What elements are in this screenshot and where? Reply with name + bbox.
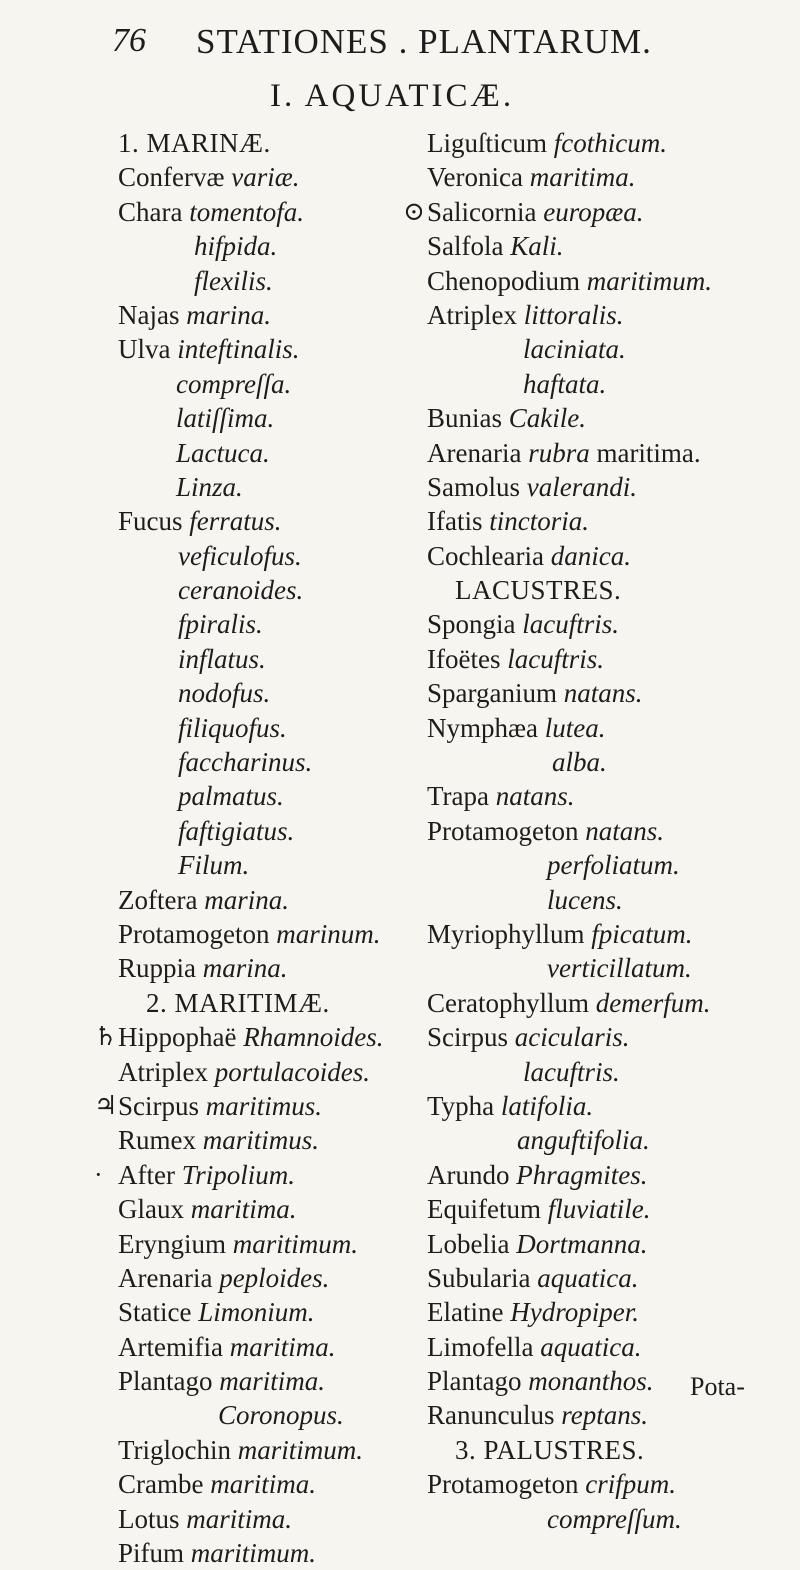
species-epithet: latiſſima.: [176, 403, 275, 434]
species-epithet: fcothicum.: [553, 128, 667, 158]
genus-name: Ulva: [118, 334, 171, 365]
species-epithet: maritima.: [219, 1366, 326, 1397]
species-entry: [118, 1227, 418, 1261]
species-entry: [118, 367, 418, 401]
genus-name: Ifoëtes: [427, 643, 501, 674]
species-entry: [427, 814, 767, 848]
species-epithet: lacuftris.: [507, 643, 604, 674]
species-epithet: ceranoides.: [178, 575, 304, 606]
species-entry: [94, 1089, 418, 1123]
species-epithet: Limonium.: [198, 1297, 315, 1328]
genus-name: Eryngium: [118, 1228, 226, 1259]
genus-name: Chenopodium: [427, 265, 580, 296]
species-epithet: inteftinalis.: [177, 334, 300, 365]
species-epithet: lucens.: [547, 884, 623, 915]
species-epithet: Kali.: [510, 231, 564, 262]
species-entry: [427, 779, 767, 813]
species-epithet: compreſſum.: [547, 1503, 682, 1534]
species-epithet: maritimum.: [237, 1434, 364, 1465]
species-entry: [118, 676, 418, 710]
species-entry: [427, 951, 767, 985]
genus-name: Zoftera: [118, 884, 198, 915]
species-entry: [118, 195, 418, 229]
genus-name: Ifatis: [427, 506, 483, 537]
species-entry: [118, 1123, 418, 1157]
species-epithet: natans.: [495, 781, 575, 812]
species-epithet: perfoliatum.: [547, 850, 680, 881]
genus-name: Samolus: [427, 471, 521, 502]
subsection-heading: 1. MARINÆ.: [118, 128, 271, 158]
species-entry: [118, 607, 418, 641]
genus-name: Chara: [118, 196, 183, 227]
species-entry: [118, 1330, 418, 1364]
genus-name: Statice: [118, 1297, 192, 1328]
species-entry: [118, 814, 418, 848]
species-entry: [427, 848, 767, 882]
genus-name: Liguſticum: [427, 128, 547, 158]
species-epithet: maritima.: [210, 1469, 316, 1500]
genus-name: Ruppia: [118, 953, 196, 984]
species-epithet: maritimus.: [205, 1090, 323, 1121]
species-entry: [427, 1192, 767, 1226]
genus-name: Atriplex: [118, 1056, 208, 1087]
species-epithet: monanthos.: [528, 1366, 654, 1397]
species-epithet: maritimum.: [232, 1228, 359, 1259]
species-epithet: anguftifolia.: [517, 1125, 650, 1156]
genus-name: Salfola: [427, 231, 504, 262]
species-epithet: Hydropiper.: [510, 1297, 639, 1328]
species-entry: [427, 367, 767, 401]
species-epithet: verticillatum.: [547, 953, 692, 984]
species-epithet: marina.: [204, 884, 289, 915]
species-epithet: hifpida.: [194, 231, 278, 262]
species-epithet: maritima.: [186, 1503, 293, 1534]
species-epithet: marina.: [202, 953, 288, 984]
species-epithet: natans.: [585, 815, 664, 846]
species-entry: [427, 883, 767, 917]
species-epithet: Phragmites.: [516, 1159, 648, 1190]
species-entry: [427, 1467, 767, 1501]
genus-name: Typha: [427, 1090, 495, 1121]
species-epithet: Tripolium.: [181, 1159, 296, 1190]
species-entry: [118, 539, 418, 573]
genus-name: After: [118, 1159, 175, 1190]
genus-name: Triglochin: [118, 1434, 232, 1465]
subsection-heading: 3. PALUSTRES.: [455, 1434, 645, 1465]
species-epithet: fpicatum.: [591, 918, 693, 949]
species-epithet: filiquofus.: [178, 712, 287, 743]
species-epithet: peploides.: [219, 1262, 330, 1293]
species-epithet: Dortmanna.: [516, 1228, 648, 1259]
species-entry: [427, 160, 767, 194]
species-epithet: crifpum.: [585, 1469, 676, 1500]
species-epithet: acicularis.: [514, 1022, 630, 1053]
species-epithet: littoralis.: [523, 299, 624, 330]
species-epithet: aquatica.: [537, 1262, 639, 1293]
species-epithet: rubra: [528, 437, 590, 468]
species-entry: [118, 264, 418, 298]
species-entry: [427, 1020, 767, 1054]
species-epithet: haftata.: [523, 368, 607, 399]
species-entry: [118, 298, 418, 332]
subsection-heading: LACUSTRES.: [455, 575, 622, 606]
species-epithet: Filum.: [178, 850, 250, 881]
catchword: Pota-: [690, 1372, 745, 1401]
species-epithet: nodofus.: [178, 678, 271, 709]
species-epithet: faftigiatus.: [178, 815, 295, 846]
genus-name: Trapa: [427, 781, 490, 812]
species-entry: [118, 160, 418, 194]
page-number: 76: [112, 22, 146, 59]
species-entry: [118, 642, 418, 676]
life-form-symbol: ·: [94, 1159, 103, 1189]
left-column: [94, 126, 418, 1570]
genus-name: Spongia: [427, 609, 516, 640]
species-entry: [427, 401, 767, 435]
species-entry: [427, 539, 767, 573]
genus-name: Lotus: [118, 1503, 180, 1534]
species-epithet: laciniata.: [523, 334, 626, 365]
genus-name: Protamogeton: [427, 1469, 579, 1500]
species-entry: [118, 573, 418, 607]
genus-name: Scirpus: [118, 1090, 199, 1121]
species-epithet: marina.: [186, 299, 271, 330]
species-epithet: maritima.: [229, 1331, 336, 1362]
species-epithet: Linza.: [176, 471, 243, 502]
genus-name: Lobelia: [427, 1228, 510, 1259]
genus-name: Equifetum: [427, 1194, 541, 1225]
species-entry: [118, 1192, 418, 1226]
species-entry: [118, 470, 418, 504]
species-epithet: natans.: [563, 678, 643, 709]
running-title: STATIONES . PLANTARUM.: [196, 22, 652, 61]
species-entry: [118, 1467, 418, 1501]
species-epithet: Rhamnoides.: [243, 1022, 384, 1053]
genus-name: Cochlearia: [427, 540, 544, 571]
genus-name: Arenaria: [118, 1262, 213, 1293]
species-entry: [118, 951, 418, 985]
species-epithet: flexilis.: [194, 265, 273, 296]
species-entry: [118, 848, 418, 882]
species-epithet: europæa.: [543, 196, 644, 227]
species-epithet: tinctoria.: [489, 506, 589, 537]
genus-name: Nymphæa: [427, 712, 538, 743]
life-form-symbol: ⊙: [403, 196, 425, 226]
species-entry: [118, 745, 418, 779]
species-entry: [118, 504, 418, 538]
life-form-symbol: ♃: [94, 1090, 118, 1120]
species-epithet: aquatica.: [540, 1331, 642, 1362]
species-epithet: maritimum.: [190, 1538, 317, 1569]
right-column: [403, 126, 767, 1536]
genus-name: Fucus: [118, 506, 183, 537]
species-entry: [118, 401, 418, 435]
genus-name: Subularia: [427, 1262, 531, 1293]
genus-name: Glaux: [118, 1194, 184, 1225]
genus-name: Arenaria: [427, 437, 522, 468]
section-heading: I. AQUATICÆ.: [270, 78, 515, 114]
species-entry: [427, 126, 767, 160]
species-entry: [427, 1123, 767, 1157]
species-entry: [118, 1364, 418, 1398]
genus-name: Scirpus: [427, 1022, 508, 1053]
species-entry: [427, 745, 767, 779]
species-epithet: ferratus.: [189, 506, 282, 537]
species-entry: [427, 470, 767, 504]
species-entry: [427, 1330, 767, 1364]
species-entry: [427, 298, 767, 332]
species-epithet: maritimum.: [586, 265, 713, 296]
genus-name: Arundo: [427, 1159, 510, 1190]
species-entry: [427, 642, 767, 676]
species-entry: [427, 676, 767, 710]
species-epithet: fpiralis.: [178, 609, 263, 640]
species-entry: [118, 779, 418, 813]
species-epithet: latifolia.: [500, 1090, 594, 1121]
genus-name: Protamogeton: [427, 815, 579, 846]
species-entry: [118, 1536, 418, 1570]
genus-name: Myriophyllum: [427, 918, 585, 949]
genus-name: Najas: [118, 299, 180, 330]
genus-name: Elatine: [427, 1297, 504, 1328]
species-epithet: variæ.: [231, 162, 300, 193]
genus-name: Crambe: [118, 1469, 204, 1500]
species-epithet: Cakile.: [508, 403, 586, 434]
genus-name: Ranunculus: [427, 1400, 555, 1431]
species-entry: [118, 883, 418, 917]
genus-name: Plantago: [118, 1366, 213, 1397]
species-entry: [118, 1502, 418, 1536]
species-epithet: demerfum.: [595, 987, 711, 1018]
species-entry: [427, 1227, 767, 1261]
species-entry: [427, 917, 767, 951]
species-entry: [427, 264, 767, 298]
species-epithet: valerandi.: [526, 471, 637, 502]
genus-name: Atriplex: [427, 299, 517, 330]
species-entry: [427, 332, 767, 366]
genus-name: Sparganium: [427, 678, 557, 709]
species-epithet: inflatus.: [178, 643, 266, 674]
species-epithet: compreſſa.: [176, 368, 292, 399]
genus-name: Rumex: [118, 1125, 196, 1156]
species-qualifier: maritima.: [596, 437, 701, 468]
genus-name: Pifum: [118, 1538, 185, 1569]
species-epithet: maritima.: [529, 162, 636, 193]
species-epithet: portulacoides.: [214, 1056, 370, 1087]
species-epithet: lacuftris.: [522, 609, 620, 640]
species-entry: [403, 195, 767, 229]
species-entry: [118, 711, 418, 745]
species-entry: [427, 1089, 767, 1123]
species-entry: [427, 986, 767, 1020]
species-entry: [427, 1158, 767, 1192]
species-entry: [118, 1433, 418, 1467]
species-epithet: fluviatile.: [547, 1194, 651, 1225]
page-header: [0, 22, 800, 72]
genus-name: Salicornia: [427, 196, 537, 227]
species-entry: [427, 229, 767, 263]
species-entry: [427, 1055, 767, 1089]
species-entry: [118, 1398, 418, 1432]
species-epithet: danica.: [550, 540, 631, 571]
species-entry: [427, 607, 767, 641]
subsection-heading: 2. MARITIMÆ.: [146, 987, 330, 1018]
species-epithet: lutea.: [544, 712, 606, 743]
species-entry: [427, 1295, 767, 1329]
species-epithet: maritima.: [190, 1194, 297, 1225]
life-form-symbol: ♄: [94, 1022, 118, 1052]
genus-name: Artemifia: [118, 1331, 223, 1362]
species-epithet: Coronopus.: [218, 1400, 344, 1431]
species-epithet: veficulofus.: [178, 540, 302, 571]
genus-name: Limofella: [427, 1331, 534, 1362]
species-epithet: tomentofa.: [189, 196, 304, 227]
genus-name: Plantago: [427, 1366, 522, 1397]
species-entry: [427, 1502, 767, 1536]
species-epithet: marinum.: [276, 918, 381, 949]
species-epithet: maritimus.: [202, 1125, 320, 1156]
genus-name: Veronica: [427, 162, 523, 193]
species-entry: [118, 229, 418, 263]
species-entry: [427, 711, 767, 745]
species-entry: [118, 917, 418, 951]
species-entry: [118, 332, 418, 366]
species-epithet: faccharinus.: [178, 747, 313, 778]
genus-name: Confervæ: [118, 162, 225, 193]
species-entry: [427, 504, 767, 538]
species-entry: [118, 1261, 418, 1295]
species-entry: [118, 436, 418, 470]
species-entry: [94, 1020, 418, 1054]
species-epithet: alba.: [552, 747, 607, 778]
species-entry: [427, 1261, 767, 1295]
species-entry: [118, 1055, 418, 1089]
species-epithet: palmatus.: [178, 781, 284, 812]
species-entry: [118, 1295, 418, 1329]
genus-name: Ceratophyllum: [427, 987, 589, 1018]
species-entry: [427, 1398, 767, 1432]
species-entry: [94, 1158, 418, 1192]
genus-name: Hippophaë: [118, 1022, 237, 1053]
genus-name: Bunias: [427, 403, 503, 434]
species-entry: [427, 436, 767, 470]
species-epithet: reptans.: [561, 1400, 648, 1431]
species-epithet: Lactuca.: [176, 437, 270, 468]
species-epithet: lacuftris.: [523, 1056, 620, 1087]
genus-name: Protamogeton: [118, 918, 270, 949]
